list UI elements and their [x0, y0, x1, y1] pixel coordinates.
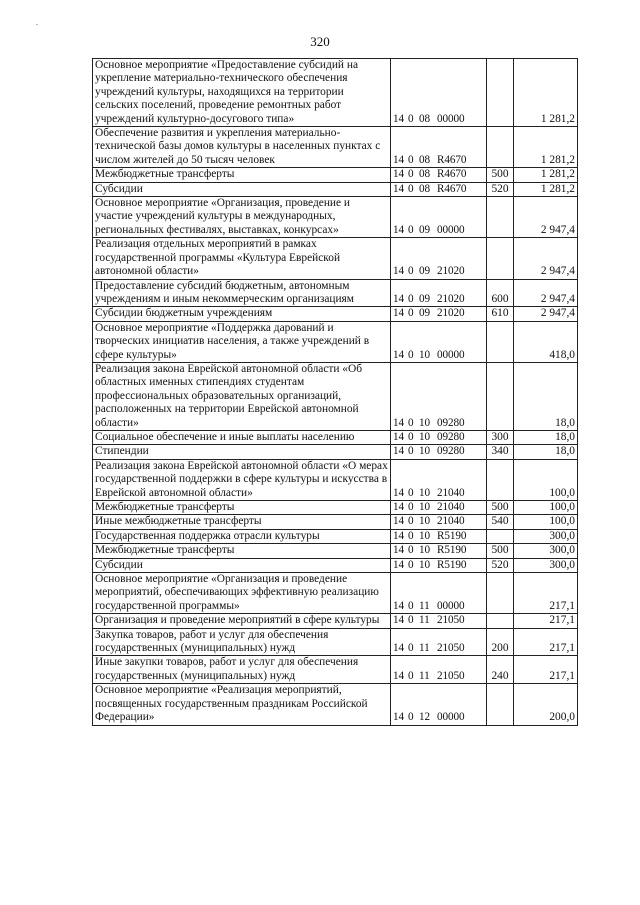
code-part: 08 — [419, 112, 430, 125]
row-amount: 2 947,4 — [514, 307, 578, 321]
row-expense-type: 520 — [487, 182, 514, 196]
row-expense-type — [487, 127, 514, 168]
row-name: Обеспечение развития и укрепления материально-технической базы домов культуры в населенных пунктах с числом жителей до 50 тысяч человек — [93, 127, 391, 168]
table-row — [93, 321, 578, 362]
code-part: 09 — [419, 292, 430, 305]
code-part: 14 — [393, 558, 404, 571]
code-part: 0 — [408, 416, 414, 429]
code-part: 10 — [419, 529, 430, 542]
code-part: 00000 — [437, 348, 465, 361]
table-row — [93, 558, 578, 572]
code-part: R4670 — [437, 182, 467, 195]
row-code — [391, 529, 487, 543]
code-part: R5190 — [437, 529, 467, 542]
code-part: 08 — [419, 153, 430, 166]
code-part: 21050 — [437, 642, 465, 655]
row-name: Основное мероприятие «Предоставление субсидий на укрепление материально-технического обеспечения учреждений культуры, находящихся на территории сельских поселений, проведение ремонтных работ учреждений культурно-досугового типа» — [93, 59, 391, 127]
row-amount: 300,0 — [514, 529, 578, 543]
code-part: 0 — [408, 529, 414, 542]
row-expense-type: 600 — [487, 279, 514, 307]
row-name: Стипендии — [93, 445, 391, 459]
row-amount: 100,0 — [514, 515, 578, 529]
row-expense-type — [487, 238, 514, 279]
code-part: 0 — [408, 642, 414, 655]
row-amount: 1 281,2 — [514, 168, 578, 182]
code-part: 14 — [393, 445, 404, 458]
row-code — [391, 238, 487, 279]
row-name: Основное мероприятие «Организация и проведение мероприятий, обеспечивающих эффективную реализацию государственной программы» — [93, 573, 391, 614]
table-row — [93, 684, 578, 725]
row-code — [391, 127, 487, 168]
row-name: Основное мероприятие «Организация, проведение и участие учреждений культуры в международных, региональных фестивалях, выставках, конкурсах» — [93, 197, 391, 238]
code-part: 0 — [408, 348, 414, 361]
row-expense-type: 240 — [487, 656, 514, 684]
row-amount: 18,0 — [514, 430, 578, 444]
code-part: 09 — [419, 307, 430, 320]
code-part: 14 — [393, 669, 404, 682]
table-row — [93, 182, 578, 196]
row-code — [391, 684, 487, 725]
row-amount: 100,0 — [514, 459, 578, 500]
row-name: Социальное обеспечение и иные выплаты населению — [93, 430, 391, 444]
code-part: 09280 — [437, 430, 465, 443]
row-expense-type: 520 — [487, 558, 514, 572]
code-part: 10 — [419, 515, 430, 528]
table-row — [93, 628, 578, 656]
row-expense-type — [487, 362, 514, 430]
table-row — [93, 573, 578, 614]
row-name: Государственная поддержка отрасли культуры — [93, 529, 391, 543]
row-name: Субсидии — [93, 182, 391, 196]
code-part: 0 — [408, 515, 414, 528]
row-name: Основное мероприятие «Поддержка дарований и творческих инициатив населения, а также учреждений в сфере культуры» — [93, 321, 391, 362]
code-part: 21050 — [437, 669, 465, 682]
code-part: 14 — [393, 544, 404, 557]
table-row — [93, 59, 578, 127]
row-amount: 1 281,2 — [514, 59, 578, 127]
code-part: 10 — [419, 430, 430, 443]
row-name: Основное мероприятие «Реализация мероприятий, посвященных государственным праздникам Российской Федерации» — [93, 684, 391, 725]
row-expense-type — [487, 197, 514, 238]
row-amount: 18,0 — [514, 445, 578, 459]
row-name: Межбюджетные трансферты — [93, 501, 391, 515]
row-expense-type — [487, 684, 514, 725]
code-part: 00000 — [437, 599, 465, 612]
code-part: 09 — [419, 265, 430, 278]
code-part: 0 — [408, 182, 414, 195]
code-part: 10 — [419, 486, 430, 499]
row-code — [391, 307, 487, 321]
code-part: 21020 — [437, 265, 465, 278]
row-code — [391, 614, 487, 628]
code-part: 0 — [408, 669, 414, 682]
row-code — [391, 321, 487, 362]
code-part: 14 — [393, 486, 404, 499]
table-row — [93, 307, 578, 321]
table-row — [93, 544, 578, 558]
code-part: 00000 — [437, 112, 465, 125]
table-row — [93, 614, 578, 628]
row-amount: 100,0 — [514, 501, 578, 515]
row-code — [391, 501, 487, 515]
table-row — [93, 197, 578, 238]
code-part: 09 — [419, 223, 430, 236]
row-amount: 200,0 — [514, 684, 578, 725]
row-expense-type — [487, 459, 514, 500]
code-part: 10 — [419, 501, 430, 513]
row-name: Реализация отдельных мероприятий в рамках государственной программы «Культура Еврейской автономной области» — [93, 238, 391, 279]
row-name: Межбюджетные трансферты — [93, 544, 391, 558]
row-expense-type: 200 — [487, 628, 514, 656]
code-part: 11 — [419, 614, 430, 627]
code-part: R4670 — [437, 168, 467, 181]
row-amount: 300,0 — [514, 544, 578, 558]
table-row — [93, 430, 578, 444]
corner-mark: . — [36, 18, 38, 27]
row-code — [391, 168, 487, 182]
row-expense-type: 500 — [487, 168, 514, 182]
code-part: 0 — [408, 153, 414, 166]
code-part: 21040 — [437, 486, 465, 499]
row-code — [391, 430, 487, 444]
row-name: Межбюджетные трансферты — [93, 168, 391, 182]
row-code — [391, 544, 487, 558]
row-name: Субсидии бюджетным учреждениям — [93, 307, 391, 321]
code-part: 12 — [419, 711, 430, 724]
code-part: 0 — [408, 614, 414, 627]
row-name: Предоставление субсидий бюджетным, автономным учреждениям и иным некоммерческим организациям — [93, 279, 391, 307]
row-amount: 2 947,4 — [514, 279, 578, 307]
code-part: 21040 — [437, 501, 465, 513]
table-row — [93, 656, 578, 684]
code-part: 21050 — [437, 614, 465, 627]
row-expense-type — [487, 573, 514, 614]
code-part: 14 — [393, 614, 404, 627]
code-part: 14 — [393, 265, 404, 278]
code-part: 10 — [419, 544, 430, 557]
code-part: 14 — [393, 182, 404, 195]
code-part: 0 — [408, 544, 414, 557]
row-code — [391, 445, 487, 459]
code-part: 08 — [419, 168, 430, 181]
row-amount: 217,1 — [514, 628, 578, 656]
code-part: 14 — [393, 112, 404, 125]
code-part: 0 — [408, 711, 414, 724]
row-expense-type — [487, 59, 514, 127]
row-name: Субсидии — [93, 558, 391, 572]
row-name: Иные межбюджетные трансферты — [93, 515, 391, 529]
row-code — [391, 628, 487, 656]
row-code — [391, 573, 487, 614]
row-amount: 1 281,2 — [514, 182, 578, 196]
row-code — [391, 59, 487, 127]
code-part: 0 — [408, 112, 414, 125]
code-part: 14 — [393, 501, 404, 513]
code-part: 0 — [408, 307, 414, 320]
code-part: 0 — [408, 501, 414, 513]
code-part: 11 — [419, 669, 430, 682]
code-part: 14 — [393, 599, 404, 612]
code-part: 14 — [393, 168, 404, 181]
row-code — [391, 515, 487, 529]
code-part: 14 — [393, 529, 404, 542]
budget-table-body — [93, 59, 578, 726]
code-part: 08 — [419, 182, 430, 195]
row-expense-type: 610 — [487, 307, 514, 321]
code-part: 11 — [419, 642, 430, 655]
row-amount: 18,0 — [514, 362, 578, 430]
code-part: 00000 — [437, 711, 465, 724]
row-amount: 217,1 — [514, 614, 578, 628]
code-part: 0 — [408, 168, 414, 181]
code-part: 14 — [393, 153, 404, 166]
code-part: 10 — [419, 348, 430, 361]
code-part: 0 — [408, 445, 414, 458]
code-part: 14 — [393, 292, 404, 305]
row-amount: 300,0 — [514, 558, 578, 572]
code-part: 0 — [408, 599, 414, 612]
table-row — [93, 459, 578, 500]
budget-table — [92, 58, 578, 726]
code-part: 0 — [408, 558, 414, 571]
code-part: 09280 — [437, 445, 465, 458]
row-code — [391, 656, 487, 684]
row-amount: 217,1 — [514, 573, 578, 614]
row-expense-type: 500 — [487, 501, 514, 515]
row-code — [391, 558, 487, 572]
table-row — [93, 238, 578, 279]
row-amount: 2 947,4 — [514, 197, 578, 238]
row-expense-type — [487, 614, 514, 628]
code-part: 0 — [408, 265, 414, 278]
code-part: 14 — [393, 430, 404, 443]
code-part: 0 — [408, 223, 414, 236]
row-code — [391, 459, 487, 500]
table-row — [93, 279, 578, 307]
page-number: 320 — [310, 34, 330, 49]
row-expense-type — [487, 321, 514, 362]
row-amount: 1 281,2 — [514, 127, 578, 168]
code-part: 14 — [393, 223, 404, 236]
code-part: 10 — [419, 558, 430, 571]
row-name: Организация и проведение мероприятий в сфере культуры — [93, 614, 391, 628]
code-part: 14 — [393, 416, 404, 429]
row-expense-type — [487, 529, 514, 543]
table-row — [93, 501, 578, 515]
table-row — [93, 362, 578, 430]
code-part: 21040 — [437, 515, 465, 528]
code-part: R5190 — [437, 544, 467, 557]
table-row — [93, 515, 578, 529]
code-part: R4670 — [437, 153, 467, 166]
code-part: 14 — [393, 348, 404, 361]
row-name: Иные закупки товаров, работ и услуг для обеспечения государственных (муниципальных) нужд — [93, 656, 391, 684]
row-expense-type: 500 — [487, 544, 514, 558]
code-part: 10 — [419, 445, 430, 458]
row-code — [391, 279, 487, 307]
code-part: 11 — [419, 599, 430, 612]
row-amount: 2 947,4 — [514, 238, 578, 279]
code-part: 14 — [393, 307, 404, 320]
code-part: 14 — [393, 515, 404, 528]
row-amount: 217,1 — [514, 656, 578, 684]
row-expense-type: 340 — [487, 445, 514, 459]
code-part: 21020 — [437, 307, 465, 320]
row-code — [391, 182, 487, 196]
code-part: 0 — [408, 430, 414, 443]
row-expense-type: 300 — [487, 430, 514, 444]
row-amount: 418,0 — [514, 321, 578, 362]
row-name: Закупка товаров, работ и услуг для обеспечения государственных (муниципальных) нужд — [93, 628, 391, 656]
code-part: 0 — [408, 292, 414, 305]
row-expense-type: 540 — [487, 515, 514, 529]
code-part: 21020 — [437, 292, 465, 305]
code-part: R5190 — [437, 558, 467, 571]
code-part: 09280 — [437, 416, 465, 429]
table-row — [93, 168, 578, 182]
code-part: 14 — [393, 711, 404, 724]
table-row — [93, 445, 578, 459]
row-code — [391, 197, 487, 238]
code-part: 10 — [419, 416, 430, 429]
table-row — [93, 529, 578, 543]
code-part: 14 — [393, 642, 404, 655]
code-part: 00000 — [437, 223, 465, 236]
row-name: Реализация закона Еврейской автономной области «О мерах государственной поддержки в сфере культуры и искусства в Еврейской автономной области» — [93, 459, 391, 500]
code-part: 0 — [408, 486, 414, 499]
table-row — [93, 127, 578, 168]
row-code — [391, 362, 487, 430]
row-name: Реализация закона Еврейской автономной области «Об областных именных стипендиях студентам профессиональных образовательных организаций, расположенных на территории Еврейской автономной области» — [93, 362, 391, 430]
